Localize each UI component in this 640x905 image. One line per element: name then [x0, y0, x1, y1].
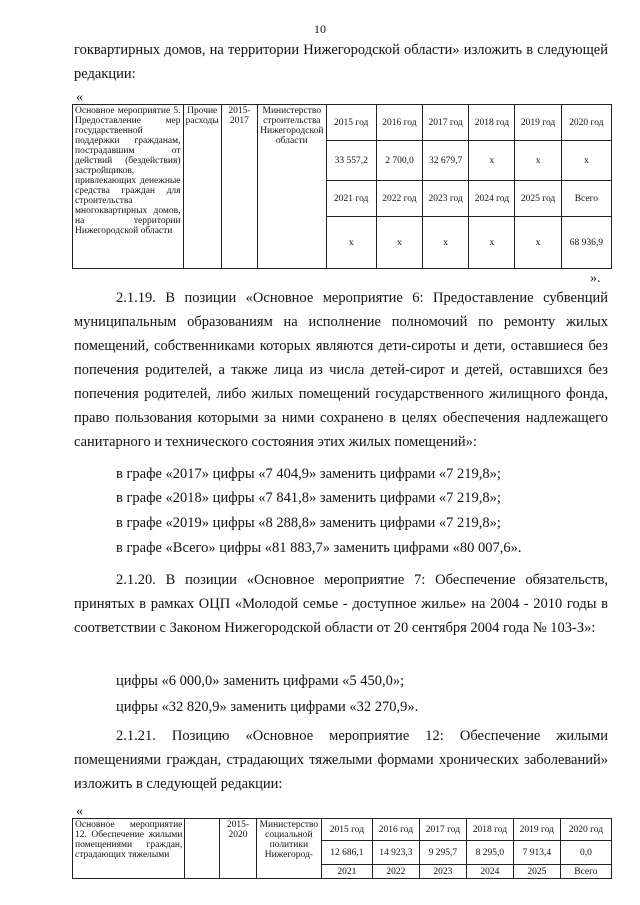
- value-cell: 14 923,3: [372, 841, 419, 865]
- replacement-line: в графе «2019» цифры «8 288,8» заменить цифрами «7 219,8»;: [116, 515, 501, 531]
- year-header: 2019 год: [515, 105, 561, 141]
- year-header: 2020 год: [561, 105, 611, 141]
- value-cell: x: [515, 141, 561, 181]
- value-cell: 68 936,9: [561, 217, 611, 269]
- value-cell: 2 700,0: [376, 141, 422, 181]
- value-cell: x: [469, 141, 515, 181]
- table-main-activity-12: [72, 818, 612, 879]
- value-cell: x: [469, 217, 515, 269]
- year-header: 2016 год: [376, 105, 422, 141]
- value-cell: x: [423, 217, 469, 269]
- replacement-line: цифры «6 000,0» заменить цифрами «5 450,0»;: [116, 673, 405, 689]
- executor: Министерство социальной политики Нижегород-: [256, 819, 321, 879]
- paragraph-2-1-21: 2.1.21. Позицию «Основное мероприятие 12: Обеспечение жилыми помещениями граждан, страдающих тяжелыми формами хронических заболеваний» изложить в следующей редакции:: [74, 728, 608, 792]
- table-main-activity-5: [72, 104, 612, 269]
- activity-description: Основное мероприятие 5. Предоставление мер государственной поддержки гражданам, пострадавшим от действий (бездействия) застройщиков, привлекающих денежные средства граждан для строительства многоквартирных домов, на территории Нижегородской области: [73, 105, 184, 269]
- open-quote-2: «: [76, 804, 83, 819]
- year-header: 2024: [466, 865, 513, 879]
- value-cell: x: [561, 141, 611, 181]
- executor: Министерство строительства Нижегородской области: [258, 105, 327, 269]
- expense-type: [185, 819, 220, 879]
- year-header: 2024 год: [469, 181, 515, 217]
- year-header: 2021 год: [326, 181, 376, 217]
- value-cell: x: [376, 217, 422, 269]
- year-header: 2022: [372, 865, 419, 879]
- value-cell: 12 686,1: [321, 841, 372, 865]
- replacement-line: цифры «32 820,9» заменить цифрами «32 270,9».: [116, 699, 419, 715]
- period: 2015-2017: [221, 105, 257, 269]
- year-header: 2017 год: [419, 819, 466, 841]
- year-header: 2022 год: [376, 181, 422, 217]
- value-cell: x: [326, 217, 376, 269]
- year-header: 2021: [321, 865, 372, 879]
- year-header: Всего: [561, 181, 611, 217]
- open-quote-1: «: [76, 90, 83, 105]
- year-header: 2016 год: [372, 819, 419, 841]
- paragraph-2-1-19: 2.1.19. В позиции «Основное мероприятие 6: Предоставление субвенций муниципальным образованиям на исполнение полномочий по ремонту жилых помещений, собственниками которых являются дети-сироты и дети, оставшиеся без попечения родителей, а также лица из числа детей-сирот и детей, оставшихся без попечения родителей, либо жилых помещений государственного жилищного фонда, право пользования которыми за ними сохранено в целях обеспечения надлежащего санитарного и технического состояния этих жилых помещений»:: [74, 290, 608, 450]
- page-number: 10: [314, 22, 326, 36]
- value-cell: 0,0: [560, 841, 611, 865]
- year-header: 2017 год: [423, 105, 469, 141]
- replacement-line: в графе «2018» цифры «7 841,8» заменить цифрами «7 219,8»;: [116, 490, 501, 506]
- year-header: 2023 год: [423, 181, 469, 217]
- year-header: 2019 год: [513, 819, 560, 841]
- year-header: 2018 год: [469, 105, 515, 141]
- year-header: 2020 год: [560, 819, 611, 841]
- value-cell: 9 295,7: [419, 841, 466, 865]
- value-cell: 8 295,0: [466, 841, 513, 865]
- year-header: 2015 год: [321, 819, 372, 841]
- year-header: 2015 год: [326, 105, 376, 141]
- value-cell: x: [515, 217, 561, 269]
- value-cell: 7 913,4: [513, 841, 560, 865]
- period: 2015-2020: [220, 819, 257, 879]
- value-cell: 32 679,7: [423, 141, 469, 181]
- replacement-line: в графе «2017» цифры «7 404,9» заменить цифрами «7 219,8»;: [116, 466, 501, 482]
- close-quote-1: ».: [590, 271, 601, 286]
- year-header: 2023: [419, 865, 466, 879]
- replacement-line: в графе «Всего» цифры «81 883,7» заменить цифрами «80 007,6».: [116, 540, 522, 556]
- year-header: 2025: [513, 865, 560, 879]
- year-header: 2018 год: [466, 819, 513, 841]
- paragraph-2-1-20: 2.1.20. В позиции «Основное мероприятие 7: Обеспечение обязательств, принятых в рамках ОЦП «Молодой семье - доступное жилье» на 2004 - 2010 годы в соответствии с Законом Нижегородской области от 20 сентября 2004 года № 103-З»:: [74, 572, 608, 636]
- year-header: Всего: [560, 865, 611, 879]
- value-cell: 33 557,2: [326, 141, 376, 181]
- activity-description: Основное мероприятие 12. Обеспечение жилыми помещениями граждан, страдающих тяжелыми: [73, 819, 185, 879]
- expense-type: Прочие расходы: [183, 105, 221, 269]
- year-header: 2025 год: [515, 181, 561, 217]
- intro-paragraph: гоквартирных домов, на территории Нижегородской области» изложить в следующей редакции:: [74, 42, 608, 82]
